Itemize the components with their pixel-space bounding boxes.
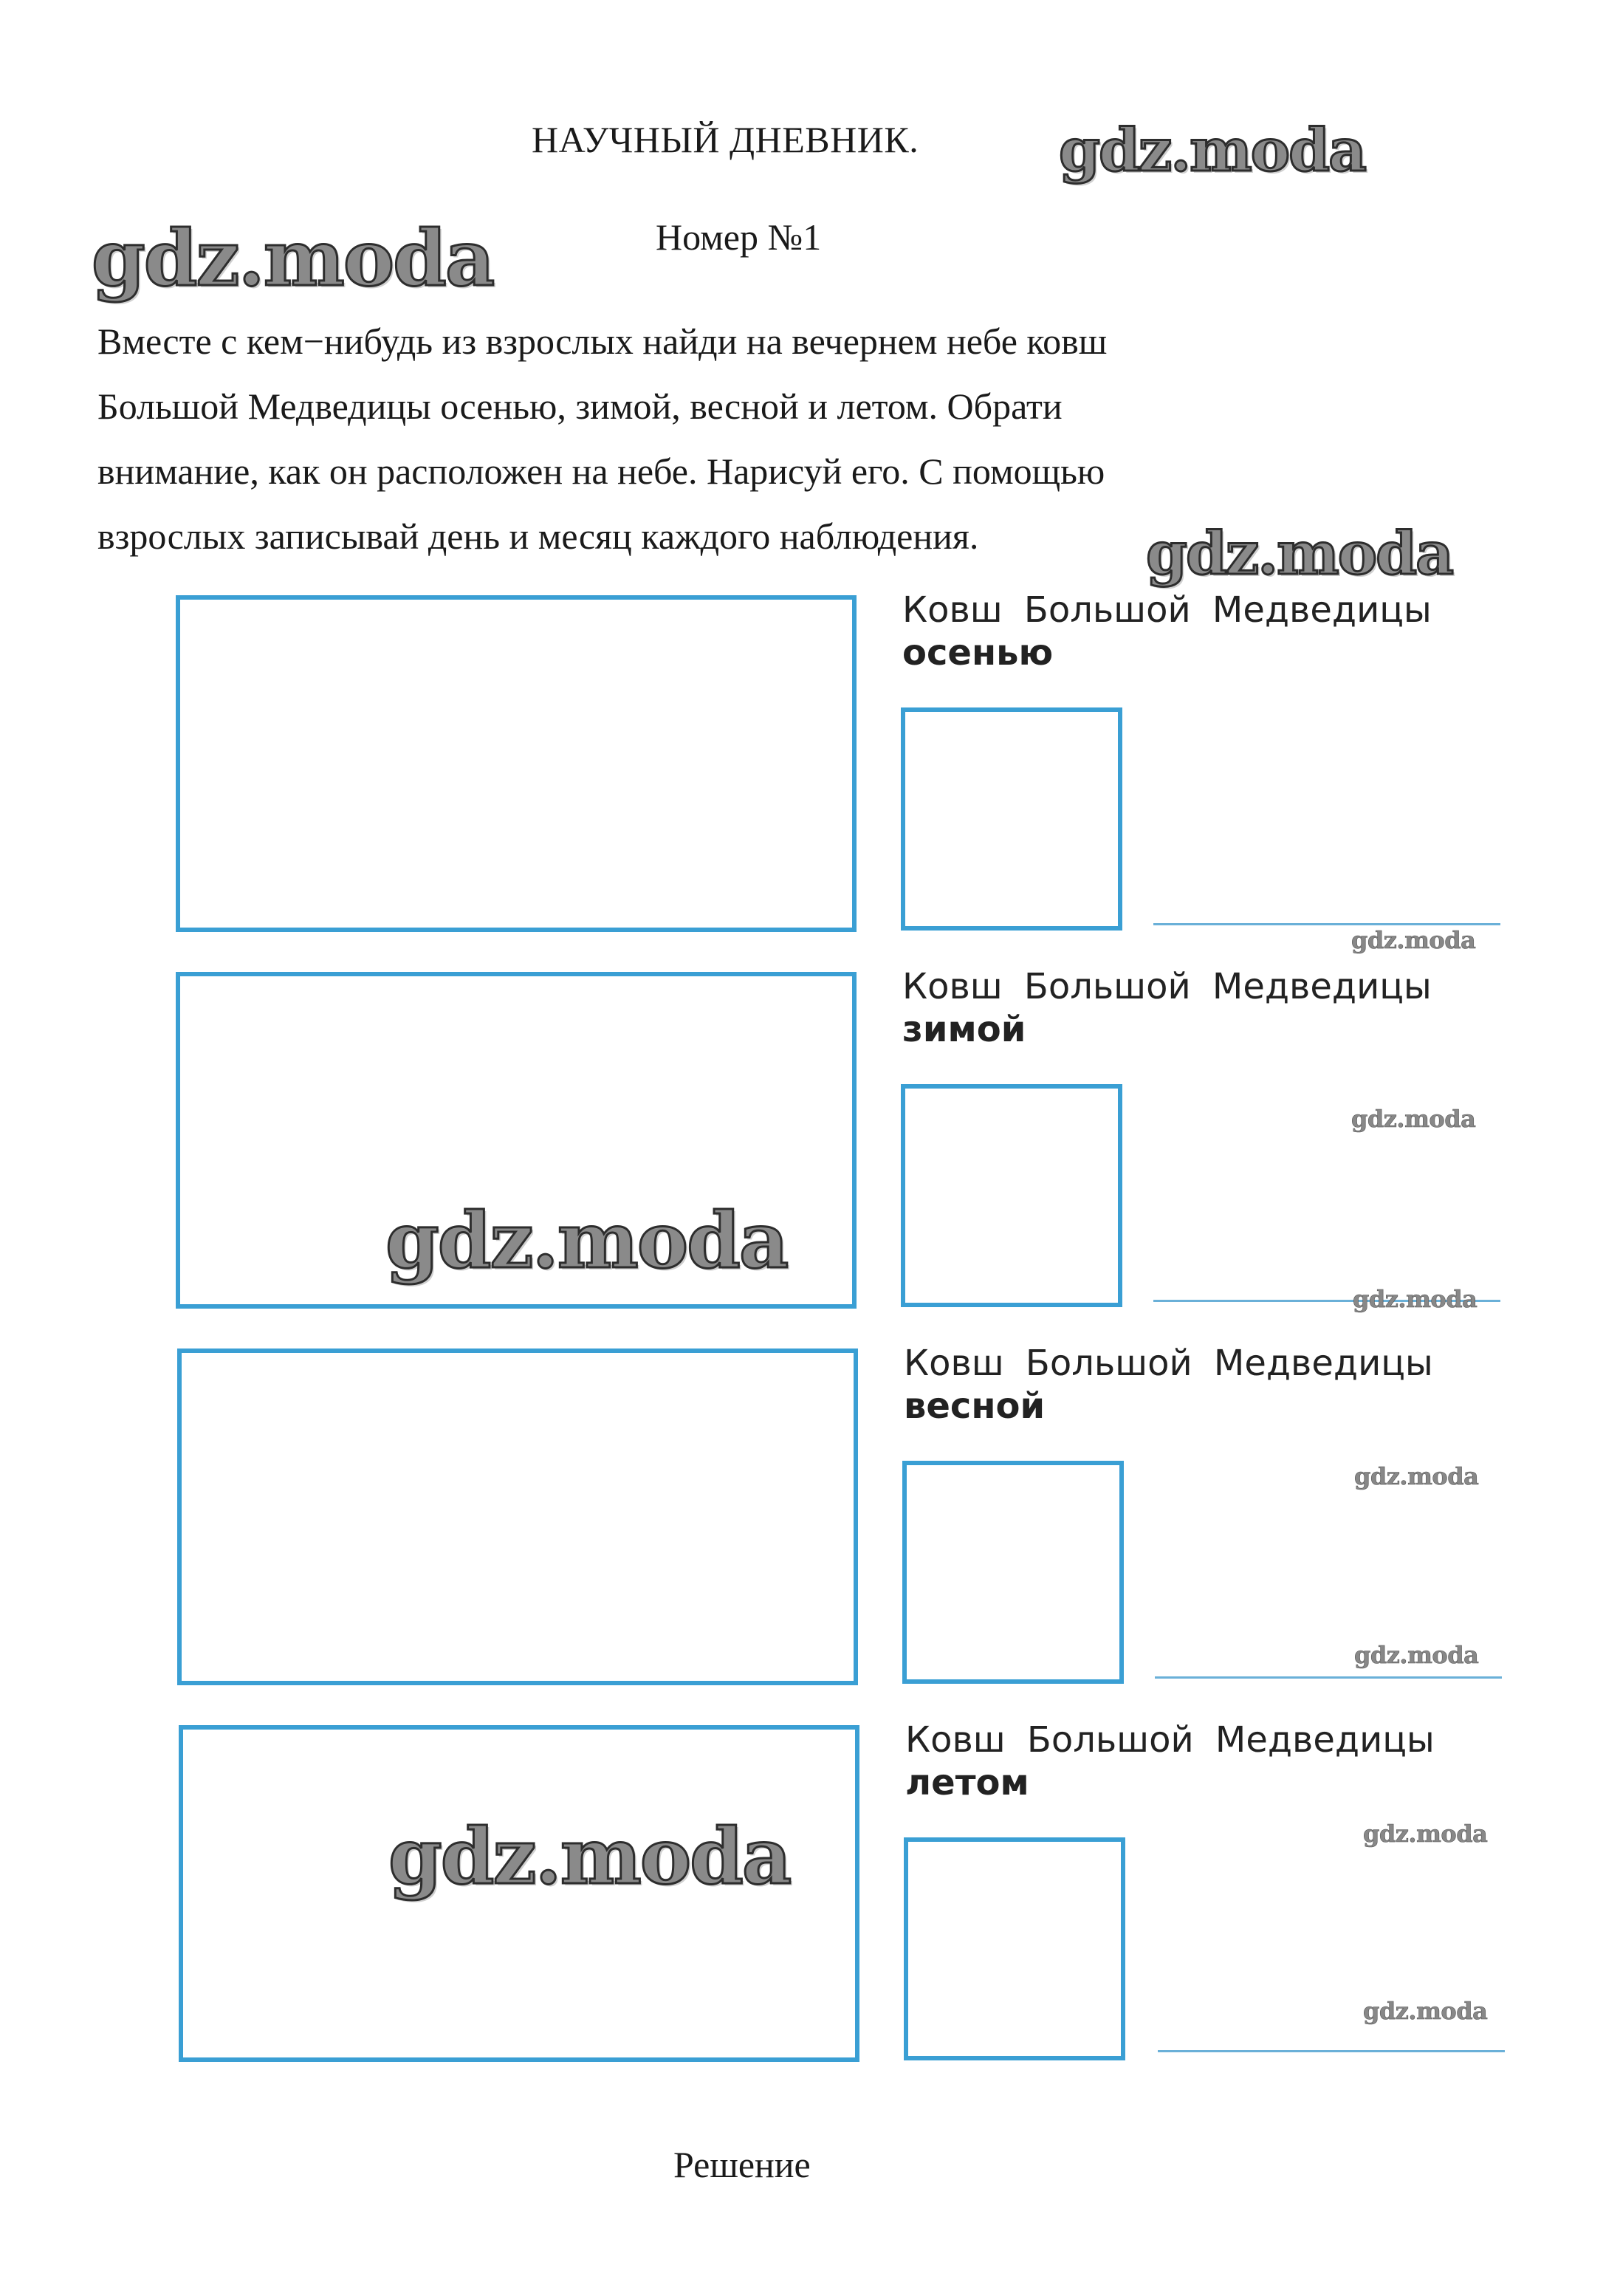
date-line-spring[interactable] (1155, 1676, 1502, 1679)
task-line: взрослых записывай день и месяц каждого наблюдения. (97, 515, 979, 557)
date-box-winter[interactable] (901, 1084, 1122, 1307)
task-number: Номер №1 (656, 216, 822, 258)
watermark: gdz.moda (1353, 1285, 1477, 1313)
watermark: gdz.moda (1351, 926, 1476, 954)
page-title: НАУЧНЫЙ ДНЕВНИК. (532, 119, 919, 160)
season-heading-winter: Ковш Большой Медведицы (902, 966, 1432, 1007)
watermark: gdz.moda (1354, 1462, 1479, 1490)
watermark: gdz.moda (1363, 1820, 1488, 1848)
date-line-summer[interactable] (1158, 2050, 1505, 2052)
date-line-autumn[interactable] (1153, 923, 1500, 925)
date-box-summer[interactable] (904, 1837, 1125, 2060)
drawing-box-autumn[interactable] (176, 595, 857, 932)
task-line: Вместе с кем−нибудь из взрослых найди на вечернем небе ковш (97, 321, 1108, 362)
season-name-autumn: осенью (902, 632, 1054, 674)
watermark: gdz.moda (1363, 1997, 1488, 2025)
watermark: gdz.moda (1354, 1641, 1479, 1669)
date-box-autumn[interactable] (901, 707, 1122, 931)
watermark: gdz.moda (388, 1811, 791, 1902)
watermark: gdz.moda (1351, 1105, 1476, 1133)
season-heading-spring: Ковш Большой Медведицы (904, 1343, 1433, 1384)
watermark: gdz.moda (1146, 518, 1452, 588)
season-name-summer: летом (905, 1762, 1029, 1803)
watermark: gdz.moda (1059, 115, 1365, 185)
season-name-winter: зимой (902, 1009, 1026, 1050)
task-line: внимание, как он расположен на небе. Нарисуй его. С помощью (97, 450, 1105, 492)
solution-label: Решение (673, 2144, 811, 2185)
task-line: Большой Медведицы осенью, зимой, весной и летом. Обрати (97, 385, 1063, 427)
watermark: gdz.moda (92, 213, 494, 304)
date-box-spring[interactable] (902, 1461, 1124, 1684)
season-heading-summer: Ковш Большой Медведицы (905, 1719, 1435, 1761)
season-heading-autumn: Ковш Большой Медведицы (902, 589, 1432, 631)
season-name-spring: весной (904, 1385, 1046, 1427)
watermark: gdz.moda (385, 1195, 788, 1286)
drawing-box-spring[interactable] (177, 1349, 858, 1685)
